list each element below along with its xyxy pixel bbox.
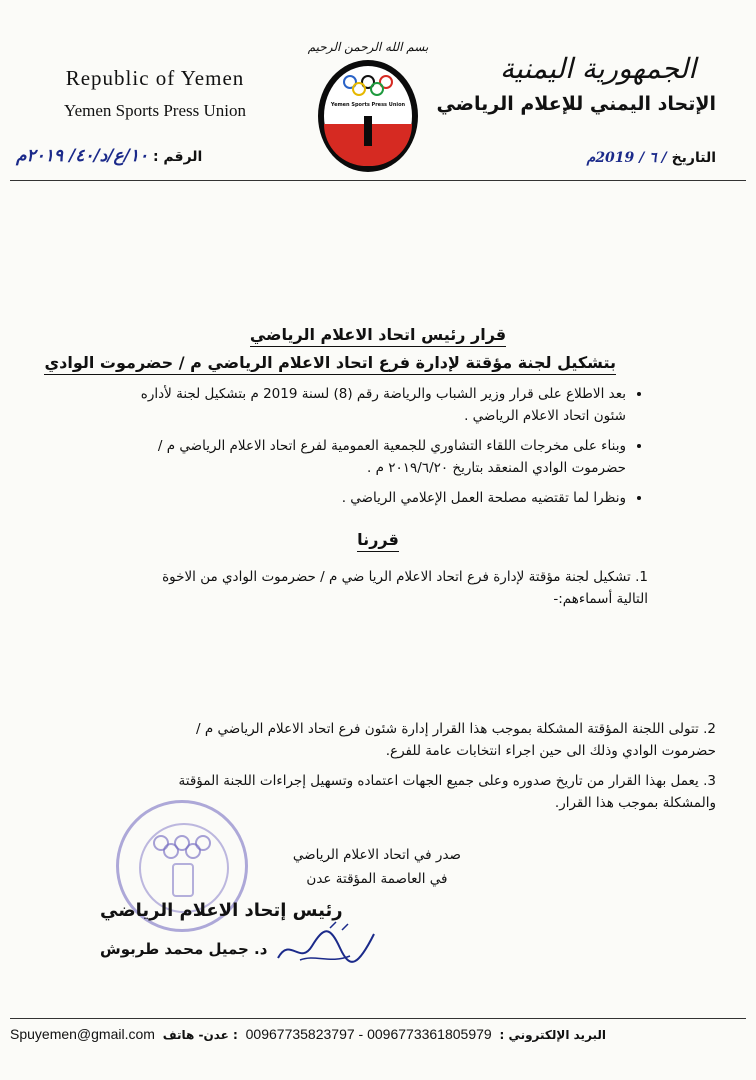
ref-label: الرقم : [152,149,203,165]
olympic-rings-icon [340,74,396,98]
footer-divider [10,1018,746,1019]
signatory-name: د. جميل محمد طربوش [100,940,268,958]
footer-email[interactable]: Spuyemen@gmail.com [10,1026,155,1042]
decision-subject-text: بتشكيل لجنة مؤقتة لإدارة فرع اتحاد الاعلام الرياضي م / حضرموت الوادي [44,353,616,375]
preamble-item: • وبناء على مخرجات اللقاء التشاوري للجمعية العمومية لفرع اتحاد الاعلام الرياضي م / حضرموت الوادي المنعقد بتاريخ ٢٠١٩/٦/٢٠ م . [136,435,626,479]
decision-title-text: قرار رئيس اتحاد الاعلام الرياضي [250,325,506,347]
issued-place [293,843,461,891]
ar-org-title: الإتحاد اليمني للإعلام الرياضي [436,93,716,115]
basmala: بسم الله الرحمن الرحيم [307,40,429,54]
logo-caption: Yemen Sports Press Union [330,102,406,108]
footer-contact [10,1026,606,1042]
preamble-list [136,383,644,517]
union-logo [318,60,418,172]
footer-email-label: البريد الإلكتروني : [499,1028,607,1042]
decided-heading [0,530,756,549]
en-country-title: Republic of Yemen [65,66,245,90]
document-date [587,150,716,166]
date-value: / ٦ / 2019م [586,150,667,166]
decision-subject [44,353,616,372]
arabic-header [426,52,716,115]
decree-item-2: 2. تتولى اللجنة المؤقتة المشكلة بموجب هذا القرار إدارة شئون فرع اتحاد الاعلام الرياضي م / حضرموت الوادي وذلك الى حين اجراء انتخابات عامة للفرع. [196,721,716,759]
handwritten-signature [270,916,380,976]
decree-item-1: 1. تشكيل لجنة مؤقتة لإدارة فرع اتحاد الاعلام الريا ضي م / حضرموت الوادي من الاخوة التالية أسماءهم:- [162,569,648,607]
decided-heading-text: قررنا [357,530,399,552]
decree-item-3: 3. يعمل بهذا القرار من تاريخ صدوره وعلى جميع الجهات اعتماده وتسهيل إجراءات اللجنة المؤقتة والمشكلة بموجب هذا القرار. [178,773,716,811]
issued-line-1: صدر في اتحاد الاعلام الرياضي [292,847,461,863]
torch-icon [364,116,372,146]
footer-phones: 0096773361805979 - 00967735823797 [245,1026,492,1042]
ar-country-title: الجمهورية اليمنية [499,52,696,85]
footer-phone-label: : عدن- هاتف [162,1028,238,1042]
ref-value: ١٠/ع/د/٤٠/ ٢٠١٩م [16,146,149,166]
preamble-item: • بعد الاطلاع على قرار وزير الشباب والرياضة رقم (8) لسنة 2019 م بتشكيل لجنة لأداره شئون اتحاد الاعلام الرياضي . [136,383,626,427]
english-header [30,66,280,121]
en-org-title: Yemen Sports Press Union [64,101,246,120]
reference-number [16,146,202,166]
date-label: التاريخ [671,150,716,166]
signatory-title: رئيس إتحاد الاعلام الرياضي [100,900,343,921]
decision-title [0,325,756,344]
preamble-item: • ونظرا لما تقتضيه مصلحة العمل الإعلامي الرياضي . [136,487,626,509]
header-divider [10,180,746,181]
issued-line-2: في العاصمة المؤقتة عدن [306,871,448,887]
stamp-rings-icon [149,833,215,863]
